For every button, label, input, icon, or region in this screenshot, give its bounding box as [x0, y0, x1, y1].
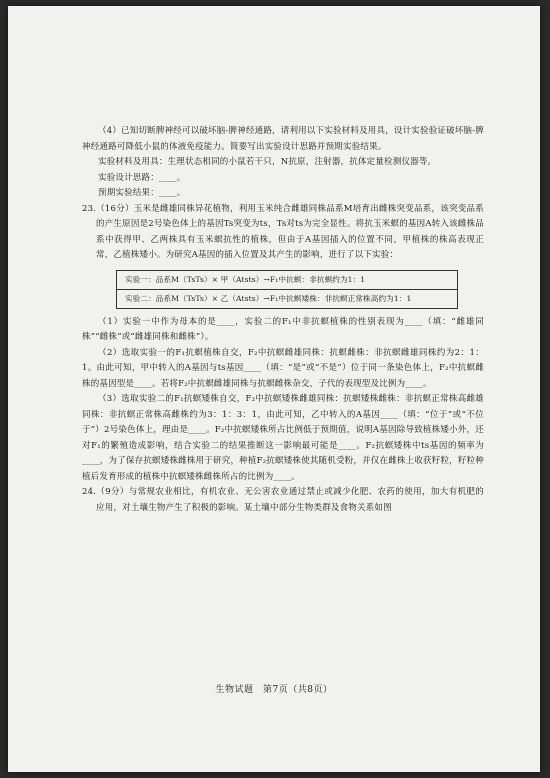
q24-intro: 24.（9分）与常规农业相比，有机农业、无公害农业通过禁止或减少化肥、农药的使用，加大有机肥的应用，对土壤生物产生了积极的影响。某土壤中部分生物类群及食物关系如图 [82, 487, 484, 513]
experiment-1: 实验一：品系M（TsTs）× 甲（Atsts）→F₁中抗螟：非抗螟约为1：1 [125, 274, 366, 284]
q23-part3: （3）选取实验二的F₁抗螟矮株自交，F₂中抗螟矮株雌雄同株：抗螟矮株雌株：非抗螟正常株高雌雄同株：非抗螟正常株高雌株约为3：1：3：1，由此可知，乙中转入的A基因____（填：“位于”或“不位于”）2号染色体上，理由是____。F₂中抗螟矮株所占比例低于预期值，说明A基因除导致植株矮小外，还对F₁的繁殖造成影响，结合实验二的结果推断这一影响最可能是____。F₂抗螟矮株中ts基因的频率为____，为了保存抗螟矮株雌株用于研究，种植F₂抗螟矮株使其随机受粉，并仅在雌株上收获籽粒，籽粒种植后发育形成的植株中抗螟矮株雌株所占的比例为____。 [82, 394, 484, 482]
q23-part1: （1）实验一中作为母本的是____，实验二的F₁中非抗螟植株的性别表现为____（填：“雌雄同株”“雌株”或“雌雄同株和雌株”）。 [82, 316, 484, 342]
q22-design-blank: 实验设计思路：____。 [98, 172, 186, 183]
page-content [82, 124, 484, 516]
experiment-2: 实验二：品系M（TsTs）× 乙（Atsts）→F₁中抗螟矮株：非抗螟正常株高约为1：1 [117, 289, 457, 308]
q23-intro: 23.（16分）玉米是雌雄同株异花植物，利用玉米纯合雌雄同株品系M培育出雌株突变品系，该突变品系的产生原因是2号染色体上的基因Ts突变为ts，Ts对ts为完全显性。将抗玉米螟的基因A转入该雌株品系中获得甲、乙两株具有玉米螟抗性的植株，但由于A基因插入的位置不同，甲植株的株高表现正常，乙植株矮小。为研究A基因的插入位置及其产生的影响，进行了以下实验： [82, 203, 484, 260]
exam-page [8, 6, 540, 772]
experiment-table [116, 270, 458, 309]
q22-part4-prompt: （4）已知切断脾神经可以破坏脑-脾神经通路，请利用以下实验材料及用具，设计实验验证破坏脑-脾神经通路可降低小鼠的体液免疫能力。简要写出实验设计思路并预期实验结果。 [82, 126, 484, 152]
q22-expected-blank: 预期实验结果：____。 [98, 188, 186, 198]
q23-part2: （2）选取实验一的F₁抗螟植株自交，F₂中抗螟雌雄同株：抗螟雌株：非抗螟雌雄同株约为2：1：1。由此可知，甲中转入的A基因与ts基因____（填：“是”或“不是”）位于同一条染色体上，F₂中抗螟雌株的基因型是____。若将F₂中抗螟雌雄同株与抗螟雌株杂交，子代的表现型及比例为____。 [82, 347, 484, 389]
page-footer: 生物试题 第7页（共8页） [215, 685, 333, 695]
q22-materials: 实验材料及用具：生理状态相同的小鼠若干只，N抗原，注射器，抗体定量检测仪器等。 [98, 157, 437, 167]
